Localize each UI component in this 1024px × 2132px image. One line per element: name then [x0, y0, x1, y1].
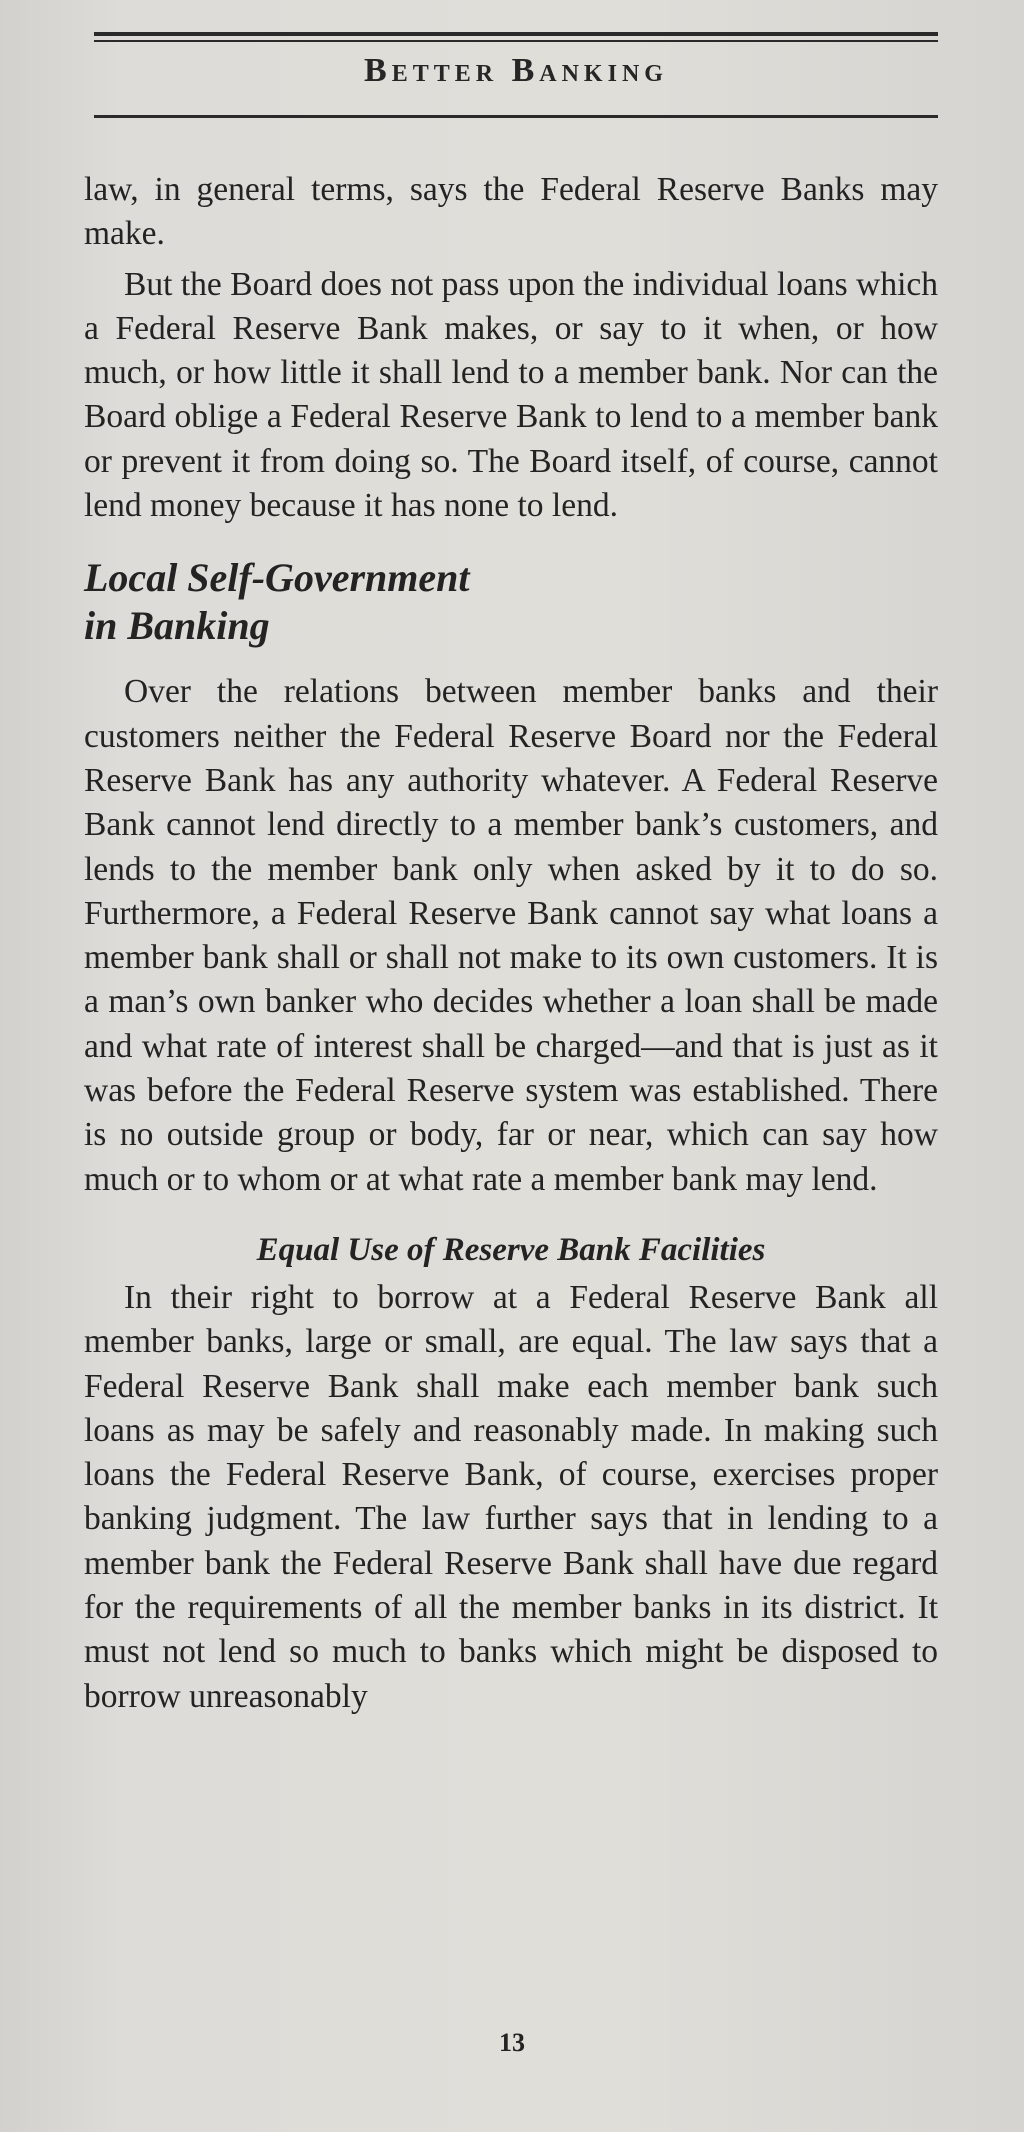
heading-line-1: Local Self-Government — [84, 555, 470, 601]
header-rule-top-thick — [94, 32, 938, 36]
header-rule-top-thin — [94, 40, 938, 42]
paragraph-continuation: law, in general terms, says the Federal Reserve Banks may make. — [84, 171, 938, 253]
section-heading-equal-use: Equal Use of Reserve Bank Facilities — [256, 1231, 766, 1268]
paragraph-local-self-government: Over the relations between member banks and their customers neither the Federal Reserve Board nor the Federal Reserve Bank has any authority whatever. A Federal Reserve Bank cannot lend directly to a member bank’s customers, and lends to the member bank only when asked by it to do so. Furthermore, a Federal Reserve Bank cannot say what loans a member bank shall or shall not make to its own customers. It is a man’s own banker who decides whether a loan shall be made and what rate of interest shall be charged—and that is just as it was before the Federal Reserve system was established. There is no outside group or body, far or near, which can say how much or to whom or at what rate a member bank may lend. — [84, 673, 938, 1198]
heading-line-2: in Banking — [84, 603, 270, 649]
page-number: 13 — [499, 2028, 525, 2057]
running-header: Better Banking — [364, 52, 668, 89]
header-rule-bottom — [94, 115, 938, 118]
section-heading-local-self-government — [84, 554, 938, 650]
paragraph-board-loans: But the Board does not pass upon the individual loans which a Federal Reserve Bank makes, or say to it when, or how much, or how little it shall lend to a member bank. Nor can the Board oblige a Federal Reserve Bank to lend to a member bank or prevent it from doing so. The Board itself, of course, cannot lend money because it has none to lend. — [84, 265, 938, 525]
page-body — [84, 168, 938, 1719]
paragraph-equal-use: In their right to borrow at a Federal Reserve Bank all member banks, large or small, are equal. The law says that a Federal Reserve Bank shall make each member bank such loans as may be safely and reasonably made. In making such loans the Federal Reserve Bank, of course, exercises proper banking judgment. The law further says that in lending to a member bank the Federal Reserve Bank shall have due regard for the requirements of all the member banks in its district. It must not lend so much to banks which might be disposed to borrow unreasonably — [84, 1278, 938, 1715]
